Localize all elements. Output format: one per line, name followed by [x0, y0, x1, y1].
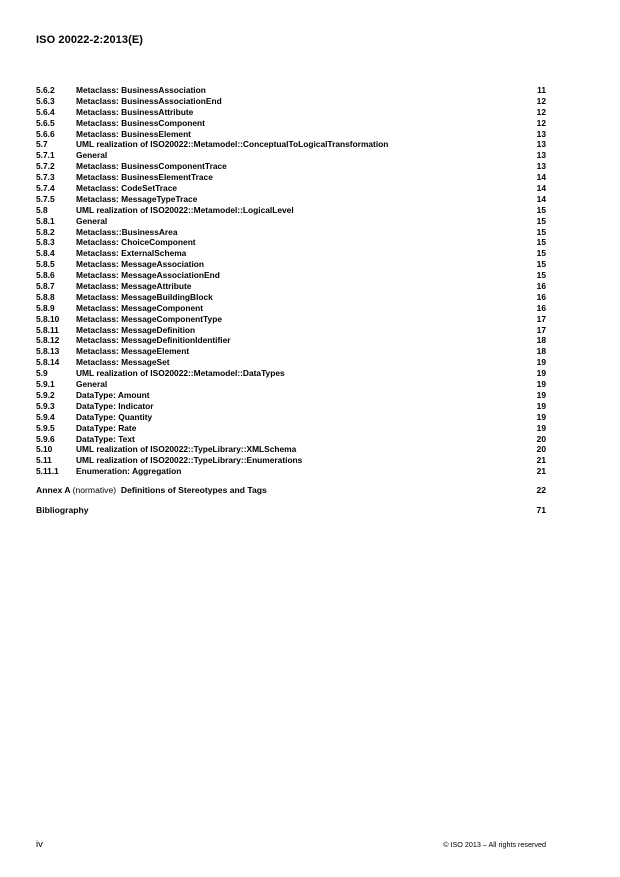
toc-section-number: 5.8.10 — [36, 313, 60, 324]
toc-title: Metaclass: BusinessAttribute — [76, 106, 194, 117]
toc-page-number: 19 — [536, 422, 546, 433]
toc-entry-annex-a[interactable] — [36, 484, 546, 497]
toc-entry[interactable] — [36, 96, 546, 107]
annex-qualifier: (normative) — [72, 485, 117, 496]
toc-entry[interactable] — [36, 325, 546, 336]
toc-section-number: 5.7.2 — [36, 161, 55, 172]
toc-entry[interactable] — [36, 161, 546, 172]
toc-section-number: 5.8.7 — [36, 281, 55, 292]
toc-entry[interactable] — [36, 314, 546, 325]
toc-section-number: 5.8.4 — [36, 248, 55, 259]
toc-title: Metaclass: MessageDefinition — [76, 324, 196, 335]
toc-spacer — [36, 497, 546, 504]
toc-entry[interactable] — [36, 434, 546, 445]
toc-entry[interactable] — [36, 118, 546, 129]
toc-title: Metaclass: CodeSetTrace — [76, 183, 178, 194]
toc-page-number: 13 — [536, 150, 546, 161]
toc-title: General — [76, 150, 108, 161]
toc-section-number: 5.6.3 — [36, 95, 55, 106]
toc-title: General — [76, 215, 108, 226]
toc-title: DataType: Amount — [76, 389, 150, 400]
annex-label: Annex A — [36, 485, 71, 496]
toc-title: UML realization of ISO20022::TypeLibrary::XMLSchema — [76, 444, 297, 455]
toc-title: Metaclass: MessageElement — [76, 346, 190, 357]
toc-title: DataType: Text — [76, 433, 135, 444]
toc-entry[interactable] — [36, 150, 546, 161]
document-header-title: ISO 20022-2:2013(E) — [36, 34, 144, 46]
copyright-notice: © ISO 2013 – All rights reserved — [443, 840, 546, 849]
toc-title: Metaclass: MessageAttribute — [76, 281, 192, 292]
toc-section-number: 5.7 — [36, 139, 48, 150]
toc-page-number: 20 — [536, 433, 546, 444]
toc-section-number: 5.11 — [36, 455, 52, 466]
toc-page-number: 15 — [536, 248, 546, 259]
page-number-label: iv — [36, 839, 43, 850]
toc-title: Metaclass: ChoiceComponent — [76, 237, 196, 248]
toc-entry[interactable] — [36, 216, 546, 227]
toc-section-number: 5.7.5 — [36, 193, 55, 204]
toc-entry[interactable] — [36, 139, 546, 150]
toc-title: Metaclass: BusinessComponent — [76, 117, 205, 128]
toc-page-number: 19 — [536, 411, 546, 422]
toc-spacer — [36, 477, 546, 484]
toc-title: Metaclass: MessageComponentType — [76, 313, 222, 324]
toc-section-number: 5.7.3 — [36, 172, 55, 183]
toc-section-number: 5.6.4 — [36, 106, 55, 117]
toc-page-number: 12 — [536, 95, 546, 106]
toc-page-number: 11 — [537, 85, 546, 95]
toc-page-number: 19 — [536, 379, 546, 390]
toc-entries — [36, 85, 546, 477]
toc-entry[interactable] — [36, 227, 546, 238]
toc-entry[interactable] — [36, 248, 546, 259]
toc-section-number: 5.6.5 — [36, 117, 55, 128]
toc-page-number: 20 — [536, 444, 546, 455]
toc-entry[interactable] — [36, 357, 546, 368]
toc-page-number: 15 — [536, 204, 546, 215]
toc-page-number: 19 — [536, 357, 546, 368]
toc-page-number: 13 — [536, 128, 546, 139]
toc-title: Metaclass: MessageSet — [76, 357, 170, 368]
toc-entry[interactable] — [36, 379, 546, 390]
toc-entry[interactable] — [36, 390, 546, 401]
toc-page-number: 17 — [536, 313, 546, 324]
toc-section-number: 5.8.6 — [36, 270, 55, 281]
toc-entry[interactable] — [36, 172, 546, 183]
toc-title: Metaclass: BusinessElementTrace — [76, 172, 213, 183]
toc-page-number: 21 — [536, 466, 546, 477]
toc-title: Metaclass: BusinessElement — [76, 128, 191, 139]
toc-page-number: 19 — [536, 389, 546, 400]
toc-page-number: 19 — [536, 400, 546, 411]
toc-page-number: 14 — [536, 172, 546, 183]
toc-section-number: 5.7.1 — [36, 150, 55, 161]
toc-section-number: 5.9.1 — [36, 379, 55, 390]
toc-section-number: 5.8.13 — [36, 346, 60, 357]
toc-page-number: 14 — [536, 193, 546, 204]
toc-section-number: 5.6.2 — [36, 85, 55, 95]
toc-page-number: 16 — [536, 281, 546, 292]
toc-title: Metaclass: MessageBuildingBlock — [76, 291, 213, 302]
toc-title: UML realization of ISO20022::Metamodel::LogicalLevel — [76, 204, 294, 215]
toc-title: Metaclass: MessageAssociationEnd — [76, 270, 220, 281]
toc-section-number: 5.9.5 — [36, 422, 55, 433]
annex-title: Definitions of Stereotypes and Tags — [120, 485, 267, 496]
toc-page-number: 71 — [536, 505, 546, 516]
toc-title: Metaclass: BusinessAssociationEnd — [76, 95, 222, 106]
toc-page-number: 15 — [536, 226, 546, 237]
toc-page-number: 17 — [536, 324, 546, 335]
toc-entry[interactable] — [36, 237, 546, 248]
toc-title: Metaclass: MessageComponent — [76, 302, 204, 313]
toc-section-number: 5.9.2 — [36, 389, 55, 400]
toc-entry[interactable] — [36, 292, 546, 303]
toc-page-number: 22 — [536, 485, 546, 496]
toc-title: Metaclass: MessageTypeTrace — [76, 193, 198, 204]
toc-section-number: 5.7.4 — [36, 183, 55, 194]
toc-title: Bibliography — [36, 505, 89, 516]
toc-section-number: 5.9 — [36, 368, 48, 379]
toc-section-number: 5.11.1 — [36, 466, 59, 477]
toc-section-number: 5.8 — [36, 204, 48, 215]
toc-page-number: 16 — [536, 291, 546, 302]
toc-section-number: 5.8.12 — [36, 335, 60, 346]
toc-entry[interactable] — [36, 107, 546, 118]
toc-section-number: 5.8.3 — [36, 237, 55, 248]
toc-entry[interactable] — [36, 281, 546, 292]
toc-entry[interactable] — [36, 270, 546, 281]
toc-title: Enumeration: Aggregation — [76, 466, 182, 477]
toc-title: Metaclass: MessageAssociation — [76, 259, 205, 270]
toc-entry[interactable] — [36, 129, 546, 140]
toc-title: DataType: Indicator — [76, 400, 154, 411]
toc-entry[interactable] — [36, 368, 546, 379]
document-footer — [36, 839, 546, 850]
toc-annex-title — [36, 484, 267, 497]
toc-section-number: 5.8.14 — [36, 357, 60, 368]
toc-section-number: 5.8.5 — [36, 259, 55, 270]
toc-page-number: 15 — [536, 259, 546, 270]
toc-page-number: 15 — [536, 270, 546, 281]
toc-entry[interactable] — [36, 183, 546, 194]
toc-entry[interactable] — [36, 205, 546, 216]
toc-section-number: 5.9.6 — [36, 433, 55, 444]
toc-entry[interactable] — [36, 85, 546, 96]
toc-title: UML realization of ISO20022::Metamodel::DataTypes — [76, 368, 285, 379]
toc-section-number: 5.8.11 — [36, 324, 59, 335]
toc-title: DataType: Rate — [76, 422, 137, 433]
toc-section-number: 5.9.3 — [36, 400, 55, 411]
toc-section-number: 5.6.6 — [36, 128, 55, 139]
toc-section-number: 5.8.2 — [36, 226, 55, 237]
toc-entry[interactable] — [36, 194, 546, 205]
toc-entry[interactable] — [36, 401, 546, 412]
toc-title: General — [76, 379, 108, 390]
toc-entry[interactable] — [36, 466, 546, 477]
toc-title: Metaclass: MessageDefinitionIdentifier — [76, 335, 231, 346]
toc-title: Metaclass::BusinessArea — [76, 226, 178, 237]
toc-page-number: 15 — [536, 237, 546, 248]
toc-page-number: 15 — [536, 215, 546, 226]
toc-title: Metaclass: BusinessAssociation — [76, 85, 206, 95]
toc-page-number: 16 — [536, 302, 546, 313]
toc-section-number: 5.9.4 — [36, 411, 55, 422]
toc-page-number: 13 — [536, 161, 546, 172]
toc-page-number: 18 — [536, 335, 546, 346]
toc-entry[interactable] — [36, 335, 546, 346]
toc-page-number: 12 — [536, 106, 546, 117]
toc-page-number: 13 — [536, 139, 546, 150]
toc-entry[interactable] — [36, 423, 546, 434]
toc-entry[interactable] — [36, 455, 546, 466]
toc-entry-bibliography[interactable] — [36, 504, 546, 517]
toc-entry[interactable] — [36, 259, 546, 270]
toc-page-number: 14 — [536, 183, 546, 194]
toc-section-number: 5.8.8 — [36, 291, 55, 302]
toc-entry[interactable] — [36, 412, 546, 423]
toc-title: DataType: Quantity — [76, 411, 153, 422]
toc-title: UML realization of ISO20022::TypeLibrary::Enumerations — [76, 455, 303, 466]
toc-section-number: 5.10 — [36, 444, 53, 455]
toc-title: UML realization of ISO20022::Metamodel::ConceptualToLogicalTransformation — [76, 139, 389, 150]
toc-page-number: 21 — [536, 455, 546, 466]
toc-title: Metaclass: BusinessComponentTrace — [76, 161, 227, 172]
toc-entry[interactable] — [36, 303, 546, 314]
toc-title: Metaclass: ExternalSchema — [76, 248, 187, 259]
toc-page-number: 19 — [536, 368, 546, 379]
table-of-contents — [36, 85, 546, 517]
toc-page-number: 12 — [536, 117, 546, 128]
toc-page-number: 18 — [536, 346, 546, 357]
toc-entry[interactable] — [36, 346, 546, 357]
toc-section-number: 5.8.1 — [36, 215, 55, 226]
toc-entry[interactable] — [36, 444, 546, 455]
toc-section-number: 5.8.9 — [36, 302, 55, 313]
